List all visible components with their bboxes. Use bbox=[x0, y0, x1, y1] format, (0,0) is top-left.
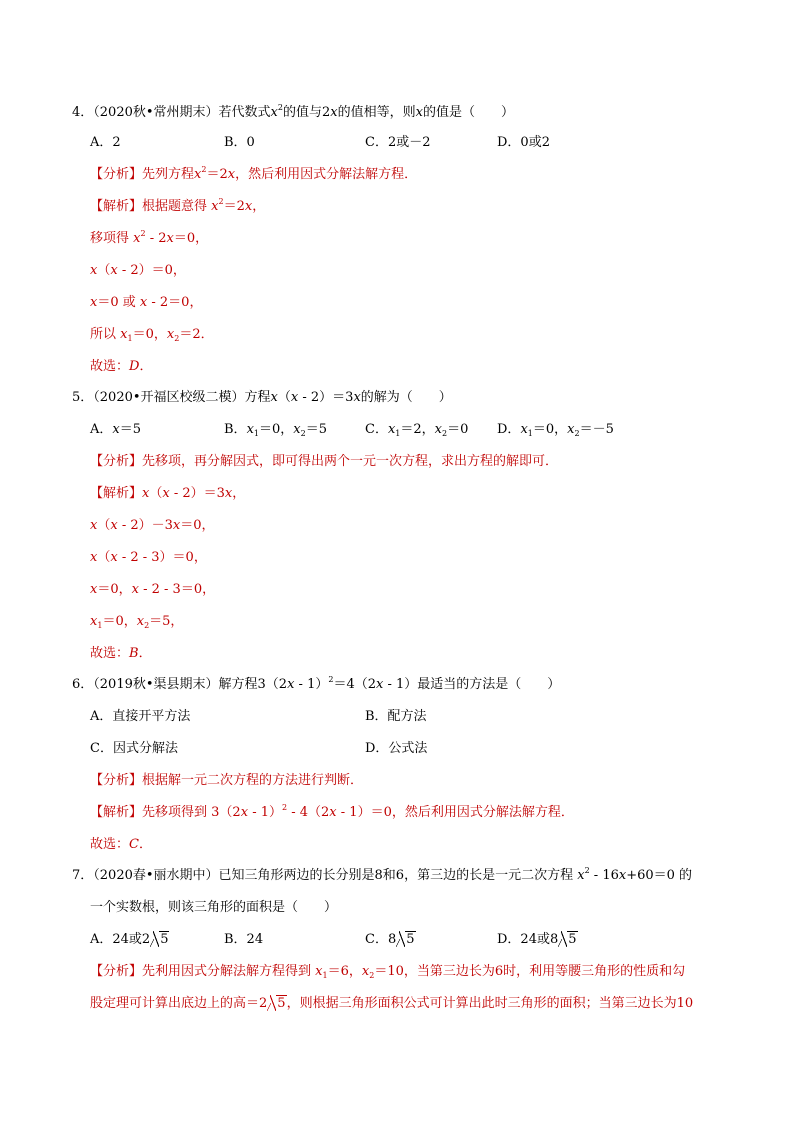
q7-analysis: 【分析】先利用因式分解法解方程得到 $x_1=6$，$x_2=10$，当第三边长为6时，利用等腰三角形的性质和勾 bbox=[90, 964, 686, 980]
question-4-stem: 4．（2020秋•常州期末）若代数式$x^2$的值与2x的值相等，则x的值是（ ） bbox=[72, 103, 514, 120]
q4-step-2: x（x - 2）＝0， bbox=[90, 263, 186, 278]
q5-step-4: $x_1=0$，$x_2=5$， bbox=[90, 614, 184, 630]
q7-option-d: D．24或8 5 bbox=[497, 932, 577, 947]
q4-analysis: 【分析】先列方程$x^2=2x$，然后利用因式分解法解方程． bbox=[90, 165, 418, 182]
q4-option-c: C．2或－2 bbox=[365, 135, 431, 150]
q6-option-c: C．因式分解法 bbox=[90, 741, 178, 756]
q4-option-a: A．2 bbox=[90, 135, 121, 150]
q5-step-3: x＝0，x - 2 - 3＝0， bbox=[90, 582, 216, 597]
q7-analysis-line-2: 股定理可计算出底边上的高＝2 5，则根据三角形面积公式可计算出此时三角形的面积；当第三边长为10 bbox=[90, 996, 694, 1011]
q5-option-d: D．$x_1=0$，$x_2=-5$ bbox=[497, 422, 614, 438]
q6-solution: 【解析】先移项得到 3（2x - 1）$^2$ - 4（2x - 1）＝0，然后利用因式分解法解方程． bbox=[90, 803, 574, 820]
question-5-stem: 5．（2020•开福区校级二模）方程x（x - 2）＝3x的解为（ ） bbox=[72, 390, 452, 405]
q7-option-b: B．24 bbox=[224, 932, 264, 947]
q4-step-1: 移项得 $x^2 - 2x=0$， bbox=[90, 229, 209, 246]
q4-option-b: B．0 bbox=[224, 135, 255, 150]
sqrt-symbol: 5 bbox=[396, 931, 415, 949]
question-7-stem-line-2: 一个实数根，则该三角形的面积是（ ） bbox=[90, 900, 338, 915]
q6-analysis: 【分析】根据解一元二次方程的方法进行判断． bbox=[90, 773, 364, 788]
sqrt-symbol: 5 bbox=[267, 995, 286, 1013]
q5-answer: 故选：B． bbox=[90, 646, 152, 661]
q4-answer: 故选：D． bbox=[90, 359, 153, 374]
q5-step-2: x（x - 2 - 3）＝0， bbox=[90, 550, 207, 565]
q5-option-a: A．x＝5 bbox=[90, 422, 142, 437]
q6-option-a: A．直接开平方法 bbox=[90, 709, 191, 724]
q5-option-b: B．$x_1=0$，$x_2=5$ bbox=[224, 422, 327, 438]
q4-step-3: x＝0 或 x - 2＝0， bbox=[90, 295, 203, 310]
q6-answer: 故选：C． bbox=[90, 837, 152, 852]
q6-option-b: B．配方法 bbox=[365, 709, 427, 724]
q5-option-c: C．$x_1=2$，$x_2=0$ bbox=[365, 422, 469, 438]
q7-option-c: C．8 5 bbox=[365, 932, 415, 947]
q6-option-d: D．公式法 bbox=[365, 741, 428, 756]
question-7-stem: 7．（2020春•丽水期中）已知三角形两边的长分别是8和6，第三边的长是一元二次方程 $x^2 - 16x+60=0$ 的 bbox=[72, 866, 693, 883]
q7-option-a: A．24或2 5 bbox=[90, 932, 169, 947]
q4-solution: 【解析】根据题意得 $x^2=2x$， bbox=[90, 197, 266, 214]
q4-step-4: 所以 $x_1=0$，$x_2=2$． bbox=[90, 327, 214, 343]
q5-step-1: x（x - 2）－3x＝0， bbox=[90, 518, 215, 533]
sqrt-symbol: 5 bbox=[150, 931, 169, 949]
q4-option-d: D．0或2 bbox=[497, 135, 550, 150]
q5-analysis: 【分析】先移项，再分解因式，即可得出两个一元一次方程，求出方程的解即可． bbox=[90, 454, 559, 469]
sqrt-symbol: 5 bbox=[558, 931, 577, 949]
q5-solution: 【解析】x（x - 2）＝3x， bbox=[90, 486, 246, 501]
question-6-stem: 6．（2019秋•渠县期末）解方程3（2x - 1）$^2$＝4（2x - 1）最适当的方法是（ ） bbox=[72, 675, 561, 692]
